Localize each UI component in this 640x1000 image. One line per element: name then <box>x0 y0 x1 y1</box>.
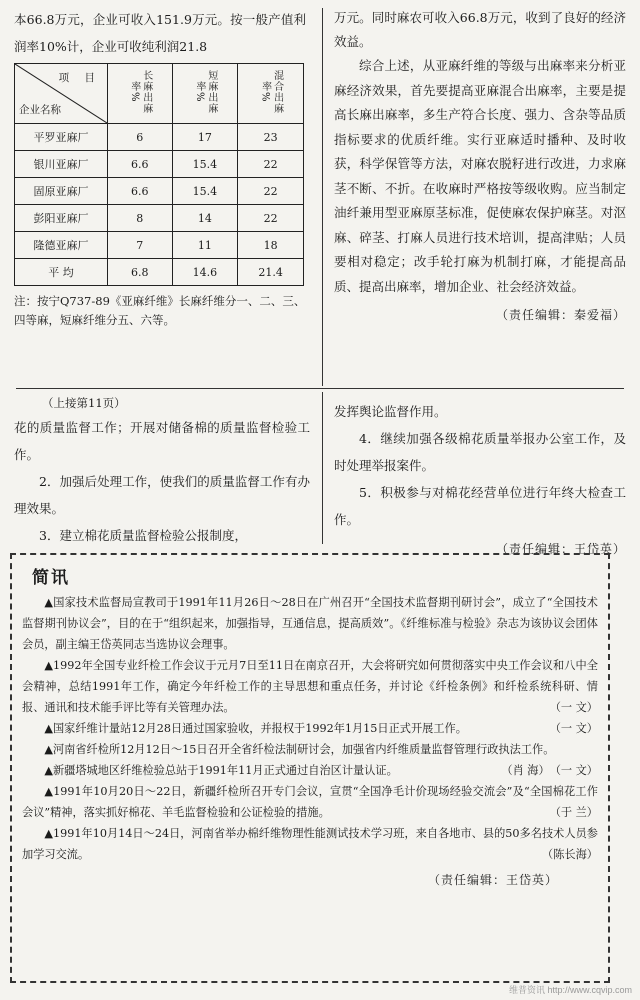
continued-from-label: （上接第11页） <box>42 396 126 410</box>
column-divider-middle <box>322 392 323 544</box>
cell-value: 17 <box>172 124 238 151</box>
brief-item: ▲国家技术监督局宣教司于1991年11月26日～28日在广州召开“全国技术监督期刊研讨会”，成立了“全国技术监督期刊协议会”，目的在于“组织起来，加强指导，互通信息，提高质效”。《纤维标准与检验》杂志为该协议会团体会员，副主编王岱英同志当选协议会理事。 <box>22 596 598 651</box>
cell-value: 15.4 <box>172 178 238 205</box>
brief-title: 简讯 <box>32 568 70 588</box>
watermark: 维普资讯 http://www.cqvip.com <box>508 985 632 995</box>
middle-left-column <box>14 392 310 549</box>
table-row <box>15 178 304 205</box>
table-row-average <box>15 259 304 286</box>
brief-author: （一 文） <box>549 764 598 777</box>
right-editor-credit: （责任编辑：秦爱福） <box>495 308 626 322</box>
col-header-short: 短麻出麻率% <box>172 64 238 124</box>
row-name: 平罗亚麻厂 <box>15 124 108 151</box>
cell-value: 6.6 <box>108 178 173 205</box>
diag-bottom-label: 企业名称 <box>19 104 61 116</box>
table-diagonal-header <box>15 64 108 124</box>
middle-editor-credit: （责任编辑：王岱英） <box>495 542 626 556</box>
cell-value: 22 <box>238 178 304 205</box>
cell-value: 22 <box>238 151 304 178</box>
cell-value: 8 <box>108 205 173 232</box>
row-name: 隆德亚麻厂 <box>15 232 108 259</box>
middle-left-paragraph-3: 3．建立棉花质量监督检验公报制度， <box>39 528 247 543</box>
cell-value: 6 <box>108 124 173 151</box>
cell-value: 18 <box>238 232 304 259</box>
brief-author: （陈长海） <box>542 848 598 861</box>
brief-item: ▲新疆塔城地区纤维检验总站于1991年11月正式通过自治区计量认证。 （肖 海） <box>22 760 598 781</box>
cell-value: 6.8 <box>108 259 173 286</box>
table-row <box>15 124 304 151</box>
cell-value: 11 <box>172 232 238 259</box>
cell-value: 6.6 <box>108 151 173 178</box>
row-name: 平 均 <box>15 259 108 286</box>
section-divider <box>16 388 624 389</box>
cell-value: 14.6 <box>172 259 238 286</box>
row-name: 固原亚麻厂 <box>15 178 108 205</box>
table-row <box>15 151 304 178</box>
middle-left-paragraph-2: 2．加强后处理工作，使我们的质量监督工作有办理效果。 <box>14 474 310 516</box>
middle-right-column <box>334 398 626 561</box>
middle-right-paragraph-2: 4．继续加强各级棉花质量举报办公室工作，及时处理举报案件。 <box>334 431 626 473</box>
brief-item: ▲河南省纤检所12月12日～15日召开全省纤检法制研讨会，加强省内纤维质量监督管理行政执法工作。 （一 文） <box>22 739 598 760</box>
right-paragraph-1: 万元。同时麻农可收入66.8万元，收到了良好的经济效益。 <box>334 10 626 49</box>
top-left-paragraph: 本66.8万元，企业可收入151.9万元。按一般产值利润率10%计，企业可收纯利润21.8 <box>14 12 306 54</box>
column-divider-top <box>322 8 323 386</box>
row-name: 银川亚麻厂 <box>15 151 108 178</box>
cell-value: 23 <box>238 124 304 151</box>
diag-top-label: 项 目 <box>58 72 101 84</box>
brief-author: （肖 海） <box>501 764 550 777</box>
brief-author: （一 文） <box>549 722 598 735</box>
middle-left-paragraph-1: 花的质量监督工作；开展对储备棉的质量监督检验工作。 <box>14 420 310 462</box>
brief-editor-credit: （责任编辑：王岱英） <box>427 873 558 887</box>
brief-item: ▲1992年全国专业纤检工作会议于元月7日至11日在南京召开，大会将研究如何贯彻落实中央工作会议和八中全会精神，总结1991年工作，确定今年纤检工作的主导思想和重点任务，并讨论《纤检条例》和纤检系统科研、情报、通讯和技术能手评比等有关管理办法。 （一 文） <box>22 655 598 718</box>
flax-yield-table <box>14 63 304 286</box>
top-right-column <box>334 6 626 327</box>
row-name: 彭阳亚麻厂 <box>15 205 108 232</box>
middle-right-paragraph-3: 5．积极参与对棉花经营单位进行年终大检查工作。 <box>334 485 626 527</box>
table-note: 注：按宁Q737-89《亚麻纤维》长麻纤维分一、二、三、四等麻，短麻纤维分五、六等。 <box>14 294 306 327</box>
col-header-long: 长麻出麻率% <box>108 64 173 124</box>
cell-value: 7 <box>108 232 173 259</box>
right-paragraph-2: 综合上述，从亚麻纤维的等级与出麻率来分析亚麻经济效果，首先要提高亚麻混合出麻率，主要是提高长麻出麻率，多生产符合长度、强力、含杂等品质指标要求的优质纤维。实行亚麻适时播种、及时收获，科学保管等方法，对麻农脱籽进行改进，力求麻茎不断、不折。在收麻时严格按等级收购。应当制定油纤兼用型亚麻原茎标准，促使麻农保护麻茎。对沤麻、碎茎、打麻人员进行技术培训，提高津贴；人员要相对稳定；改手轮打麻为机制打麻，才能提高品质、提高出麻率，增加企业、社会经济效益。 <box>334 58 626 294</box>
top-left-column <box>14 6 306 330</box>
table-row <box>15 232 304 259</box>
table-row <box>15 205 304 232</box>
brief-news-box <box>10 553 610 983</box>
brief-item: ▲国家纤维计量站12月28日通过国家验收，并报权于1992年1月15日正式开展工作。 （一 文） <box>22 718 598 739</box>
cell-value: 21.4 <box>238 259 304 286</box>
brief-item: ▲1991年10月20日～22日，新疆纤检所召开专门会议，宣贯“全国净毛计价现场经验交流会”及“全国棉花工作会议”精神，落实抓好棉花、羊毛监督检验和公证检验的措施。 （于 兰） <box>22 781 598 823</box>
col-header-mixed: 混合出麻率% <box>238 64 304 124</box>
brief-author: （一 文） <box>549 701 598 714</box>
brief-author: （于 兰） <box>549 806 598 819</box>
cell-value: 22 <box>238 205 304 232</box>
cell-value: 15.4 <box>172 151 238 178</box>
table-header-row <box>15 64 304 124</box>
cell-value: 14 <box>172 205 238 232</box>
brief-item: ▲1991年10月14日～24日，河南省举办棉纤维物理性能测试技术学习班，来自各地市、县的50多名技术人员参加学习交流。 （陈长海） <box>22 823 598 865</box>
middle-right-paragraph-1: 发挥舆论监督作用。 <box>334 404 447 419</box>
